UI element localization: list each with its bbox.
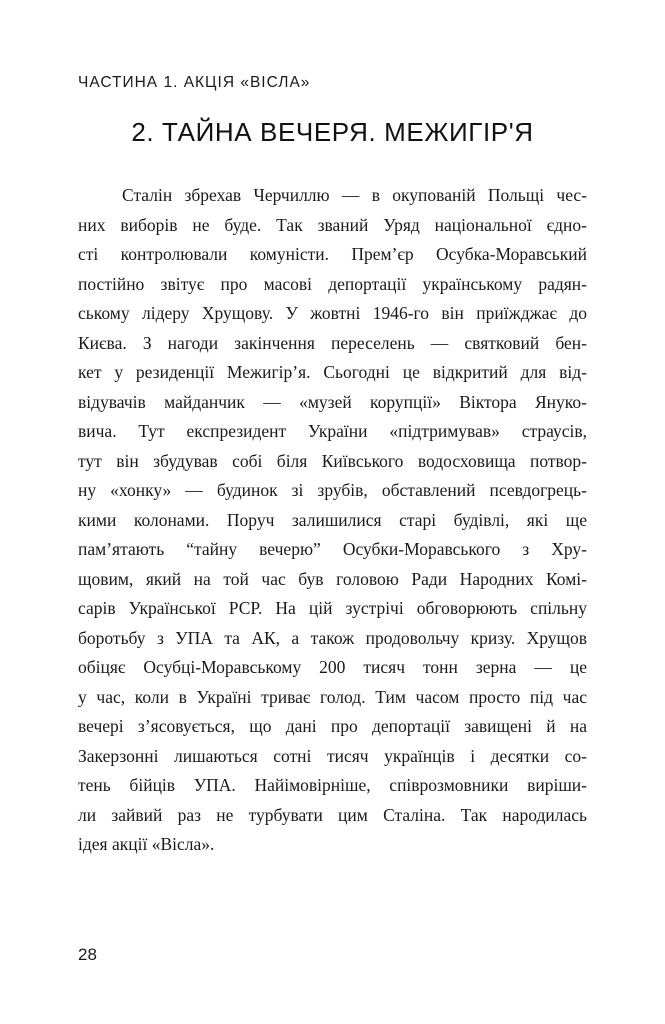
text-line: них виборів не буде. Так званий Уряд національної єдно-	[78, 214, 587, 235]
text-line: ському лідеру Хрущову. У жовтні 1946-го він приїжджає до	[78, 303, 587, 323]
text-line: у час, коли в Україні триває голод. Тим часом просто під час	[78, 686, 587, 707]
text-line: боротьбу з УПА та АК, а також продовольчу кризу. Хрущов	[78, 627, 587, 648]
page-number: 28	[78, 945, 97, 964]
text-line: кет у резиденції Межигір’я. Сьогодні це відкритий для від-	[78, 362, 587, 382]
text-line: тень бійців УПА. Найімовірніше, співрозмовники виріши-	[78, 775, 587, 795]
text-line: ли зайвий раз не турбувати цим Сталіна. Так народилась	[78, 804, 587, 825]
text-line: сарів Української РСР. На цій зустрічі обговорюють спільну	[78, 598, 587, 618]
text-line: тут він збудував собі біля Київського водосховища потвор-	[78, 450, 587, 471]
text-line: вича. Тут експрезидент України «підтримував» страусів,	[78, 421, 587, 441]
running-header: ЧАСТИНА 1. АКЦІЯ «ВІСЛА»	[78, 74, 311, 91]
text-line: Закерзонні лишаються сотні тисяч українців і десятки со-	[78, 745, 587, 766]
text-line: сті контролювали комуністи. Прем’єр Осубка-Моравський	[78, 244, 587, 264]
text-line: постійно звітує про масові депортації українському радян-	[78, 273, 587, 294]
chapter-title: 2. ТАЙНА ВЕЧЕРЯ. МЕЖИГІР'Я	[131, 117, 534, 147]
text-line: ну «хонку» — будинок зі зрубів, обставлений псевдогрець-	[78, 480, 587, 500]
text-line: Сталін збрехав Черчиллю — в окупованій Польщі чес-	[122, 185, 587, 205]
text-line: Києва. З нагоди закінчення переселень — святковий бен-	[78, 332, 587, 353]
text-line: кими колонами. Поруч залишилися старі будівлі, які ще	[78, 509, 587, 530]
text-line: пам’ятають “тайну вечерю” Осубки-Моравського з Хру-	[78, 539, 587, 559]
text-line: відувачів майданчик — «музей корупції» Віктора Януко-	[78, 391, 587, 412]
text-line: обіцяє Осубці-Моравському 200 тисяч тонн зерна — це	[78, 657, 587, 677]
text-line: ідея акції «Вісла».	[78, 834, 215, 854]
body-paragraph	[78, 181, 587, 860]
text-line: щовим, який на той час був головою Ради Народних Комі-	[78, 568, 587, 589]
text-line: вечері з’ясовується, що дані про депортації завищені й на	[78, 716, 587, 736]
